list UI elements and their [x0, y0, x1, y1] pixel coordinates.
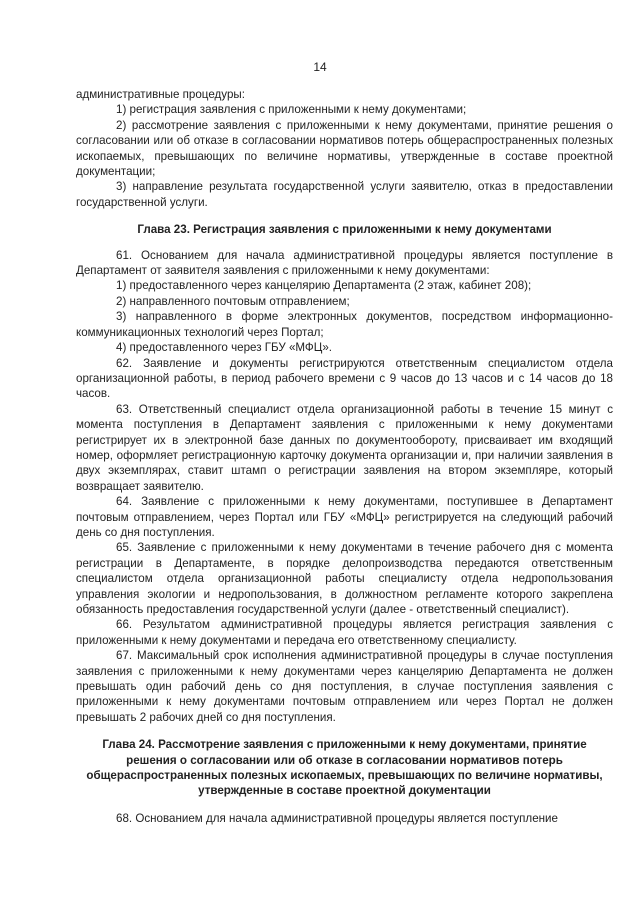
spacer [76, 799, 613, 811]
spacer [76, 238, 613, 248]
paragraph: 3) направленного в форме электронных документов, посредством информационно-коммуникационных технологий через Портал; [76, 310, 613, 339]
paragraph: 4) предоставленного через ГБУ «МФЦ». [116, 341, 332, 355]
chapter-heading: Глава 24. Рассмотрение заявления с приложенными к нему документами, принятие решения о согласовании или об отказе в согласовании нормативов потерь общераспространенных полезных ископаемых, превышающих по величине нормативы, утвержденные в составе проектной документации [86, 738, 603, 798]
paragraph: 68. Основанием для начала административной процедуры является поступление [116, 811, 558, 825]
paragraph: 3) направление результата государственной услуги заявителю, отказ в предоставлении государственной услуги. [76, 180, 613, 209]
chapter-heading: Глава 23. Регистрация заявления с приложенными к нему документами [137, 223, 552, 237]
paragraph: 61. Основанием для начала административной процедуры является поступление в Департамент от заявителя заявления с приложенными к нему документами: [76, 248, 613, 278]
paragraph: 64. Заявление с приложенными к нему документами, поступившее в Департамент почтовым отправлением, через Портал или ГБУ «МФЦ» регистрируется на следующий рабочий день со дня поступления. [76, 495, 613, 539]
paragraph: административные процедуры: [76, 88, 245, 101]
spacer [76, 725, 613, 737]
paragraph: 63. Ответственный специалист отдела организационной работы в течение 15 минут с момента поступления в Департамент заявления с приложенными к нему документами регистрирует их в электронной базе данных по документообороту, присваивает им входящий номер, оформляет регистрационную карточку документа организации и, при наличии заявления в двух экземплярах, ставит штамп о регистрации заявления на втором экземпляре, который возвращает заявителю. [76, 402, 613, 493]
page-number: 14 [313, 60, 327, 74]
document-body [76, 87, 613, 826]
paragraph: 62. Заявление и документы регистрируются ответственным специалистом отдела организационной работы, в период рабочего времени с 9 часов до 13 часов и с 14 часов до 18 часов. [76, 356, 613, 401]
paragraph: 2) рассмотрение заявления с приложенными к нему документами, принятие решения о согласовании или об отказе в согласовании нормативов потерь общераспространенных полезных ископаемых, превышающих по величине нормативы, утвержденные в составе проектной документации; [76, 118, 613, 179]
paragraph: 66. Результатом административной процедуры является регистрация заявления с приложенными к нему документами и передача его ответственному специалисту. [76, 618, 613, 647]
paragraph: 65. Заявление с приложенными к нему документами в течение рабочего дня с момента регистрации в Департаменте, в порядке делопроизводства передаются ответственным специалистом отдела организационной работы специалисту отдела недропользования управления экологии и недропользования, в должностном регламенте которого закреплена обязанность предоставления государственной услуги (далее - ответственный специалист). [76, 541, 613, 616]
paragraph: 67. Максимальный срок исполнения административной процедуры в случае поступления заявления с приложенными к нему документами через канцелярию Департамента не должен превышать один рабочий день со дня поступления, в случае поступления заявления с приложенными к нему документами почтовым отправлением или через Портал не должен превышать 2 рабочих дней со дня поступления. [76, 649, 613, 724]
spacer [76, 210, 613, 222]
paragraph: 2) направленного почтовым отправлением; [116, 294, 350, 308]
paragraph: 1) предоставленного через канцелярию Департамента (2 этаж, кабинет 208); [116, 279, 532, 293]
paragraph: 1) регистрация заявления с приложенными к нему документами; [116, 103, 467, 117]
